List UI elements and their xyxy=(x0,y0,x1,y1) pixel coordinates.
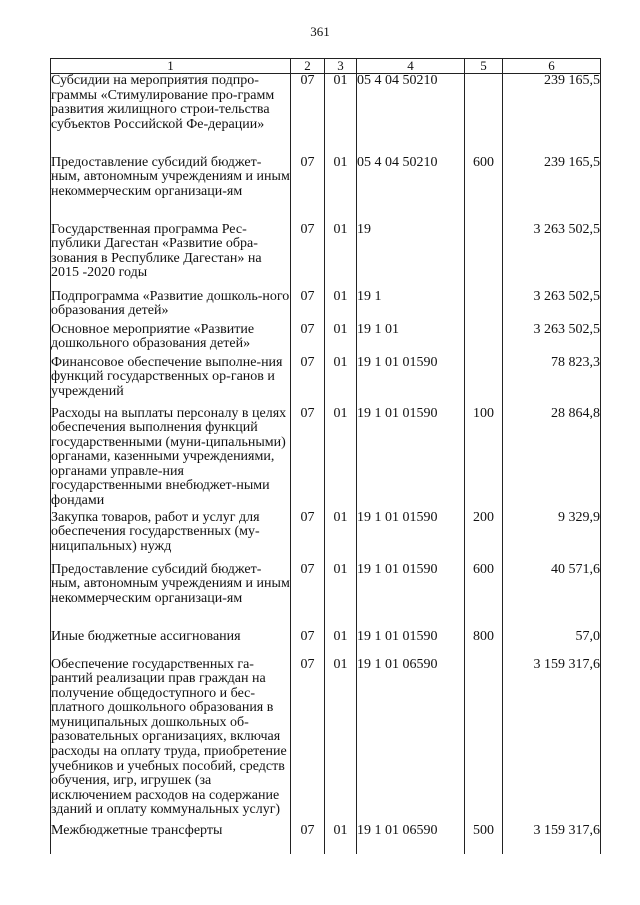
row-section: 07 xyxy=(291,290,325,323)
row-section: 07 xyxy=(291,658,325,824)
row-target-code: 19 1 01 01590 xyxy=(357,630,465,658)
row-target-code: 19 1 01 06590 xyxy=(357,658,465,824)
row-amount: 3 263 502,5 xyxy=(503,290,601,323)
page-number: 361 xyxy=(310,24,330,39)
row-amount: 28 864,8 xyxy=(503,407,601,511)
row-amount: 239 165,5 xyxy=(503,74,601,156)
row-amount: 78 823,3 xyxy=(503,356,601,407)
row-name: Государственная программа Рес-публики Дагестан «Развитие обра-зования в Республике Дагестан» на 2015 -2020 годы xyxy=(51,223,291,290)
row-expense-type xyxy=(465,658,503,824)
row-amount: 3 263 502,5 xyxy=(503,223,601,290)
row-expense-type: 600 xyxy=(465,563,503,630)
table-row xyxy=(51,290,601,323)
row-name: Межбюджетные трансферты xyxy=(51,824,291,854)
row-subsection: 01 xyxy=(325,630,357,658)
row-expense-type xyxy=(465,323,503,356)
budget-table xyxy=(50,58,601,854)
row-expense-type: 500 xyxy=(465,824,503,854)
row-name: Подпрограмма «Развитие дошколь-ного образования детей» xyxy=(51,290,291,323)
row-target-code: 19 1 01 01590 xyxy=(357,563,465,630)
column-header-3: 3 xyxy=(325,59,357,74)
row-subsection: 01 xyxy=(325,407,357,511)
row-target-code: 19 1 01 01590 xyxy=(357,407,465,511)
row-subsection: 01 xyxy=(325,156,357,223)
row-target-code: 19 1 01 06590 xyxy=(357,824,465,854)
row-target-code: 19 1 01 xyxy=(357,323,465,356)
row-subsection: 01 xyxy=(325,511,357,563)
row-section: 07 xyxy=(291,223,325,290)
row-name: Субсидии на мероприятия подпро-граммы «Стимулирование про-грамм развития жилищного строи-тельства субъектов Российской Фе-дерации» xyxy=(51,74,291,156)
row-name: Иные бюджетные ассигнования xyxy=(51,630,291,658)
row-expense-type: 600 xyxy=(465,156,503,223)
row-subsection: 01 xyxy=(325,323,357,356)
table-row xyxy=(51,74,601,156)
row-section: 07 xyxy=(291,630,325,658)
row-name: Основное мероприятие «Развитие дошкольного образования детей» xyxy=(51,323,291,356)
row-amount: 40 571,6 xyxy=(503,563,601,630)
column-header-2: 2 xyxy=(291,59,325,74)
row-section: 07 xyxy=(291,824,325,854)
row-name: Обеспечение государственных га-рантий реализации прав граждан на получение общедоступного и бес-платного дошкольного образования в муниципальных дошкольных об-разовательных организациях, включая расходы на оплату труда, приобретение учебников и учебных пособий, средств обучения, игр, игрушек (за исключением расходов на содержание зданий и оплату коммунальных услуг) xyxy=(51,658,291,824)
table-row xyxy=(51,563,601,630)
column-header-4: 4 xyxy=(357,59,465,74)
table-row xyxy=(51,156,601,223)
column-header-1: 1 xyxy=(51,59,291,74)
row-amount: 3 159 317,6 xyxy=(503,824,601,854)
row-target-code: 05 4 04 50210 xyxy=(357,156,465,223)
row-expense-type: 100 xyxy=(465,407,503,511)
column-header-5: 5 xyxy=(465,59,503,74)
row-expense-type xyxy=(465,74,503,156)
table-row xyxy=(51,407,601,511)
row-target-code: 19 1 01 01590 xyxy=(357,511,465,563)
row-subsection: 01 xyxy=(325,824,357,854)
row-subsection: 01 xyxy=(325,658,357,824)
table-row xyxy=(51,630,601,658)
row-target-code: 05 4 04 50210 xyxy=(357,74,465,156)
row-section: 07 xyxy=(291,356,325,407)
table-header-row xyxy=(51,59,601,74)
row-section: 07 xyxy=(291,323,325,356)
row-subsection: 01 xyxy=(325,290,357,323)
row-expense-type xyxy=(465,223,503,290)
row-section: 07 xyxy=(291,511,325,563)
row-target-code: 19 xyxy=(357,223,465,290)
row-section: 07 xyxy=(291,407,325,511)
row-expense-type: 200 xyxy=(465,511,503,563)
budget-table-container xyxy=(50,58,601,854)
table-row xyxy=(51,356,601,407)
table-row xyxy=(51,323,601,356)
row-subsection: 01 xyxy=(325,563,357,630)
row-section: 07 xyxy=(291,563,325,630)
row-amount: 239 165,5 xyxy=(503,156,601,223)
row-target-code: 19 1 xyxy=(357,290,465,323)
row-expense-type xyxy=(465,356,503,407)
table-row xyxy=(51,824,601,854)
table-row xyxy=(51,223,601,290)
row-name: Предоставление субсидий бюджет-ным, автономным учреждениям и иным некоммерческим организаци-ям xyxy=(51,563,291,630)
row-target-code: 19 1 01 01590 xyxy=(357,356,465,407)
row-subsection: 01 xyxy=(325,356,357,407)
row-name: Финансовое обеспечение выполне-ния функций государственных ор-ганов и учреждений xyxy=(51,356,291,407)
row-name: Предоставление субсидий бюджет-ным, автономным учреждениям и иным некоммерческим организаци-ям xyxy=(51,156,291,223)
table-row xyxy=(51,511,601,563)
row-amount: 3 159 317,6 xyxy=(503,658,601,824)
row-expense-type xyxy=(465,290,503,323)
column-header-6: 6 xyxy=(503,59,601,74)
row-section: 07 xyxy=(291,74,325,156)
row-name: Расходы на выплаты персоналу в целях обеспечения выполнения функций государственными (муни-ципальными) органами, казенными учреждениями, органами управле-ния государственными внебюджет-ными фондами xyxy=(51,407,291,511)
row-section: 07 xyxy=(291,156,325,223)
row-name: Закупка товаров, работ и услуг для обеспечения государственных (му-ниципальных) нужд xyxy=(51,511,291,563)
row-expense-type: 800 xyxy=(465,630,503,658)
row-subsection: 01 xyxy=(325,223,357,290)
row-amount: 3 263 502,5 xyxy=(503,323,601,356)
row-amount: 57,0 xyxy=(503,630,601,658)
table-row xyxy=(51,658,601,824)
row-subsection: 01 xyxy=(325,74,357,156)
row-amount: 9 329,9 xyxy=(503,511,601,563)
